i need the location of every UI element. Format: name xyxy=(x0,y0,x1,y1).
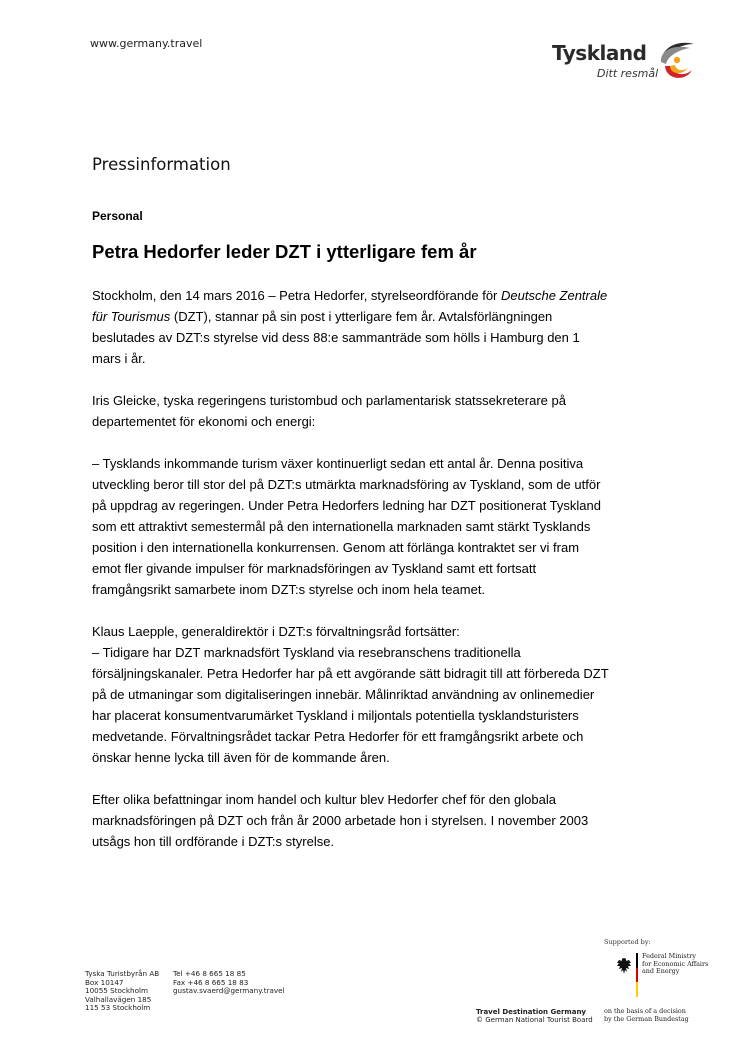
fax-number: Fax +46 8 665 18 83 xyxy=(173,977,249,987)
logo-name: Tyskland xyxy=(552,41,647,65)
footer-tdg: Travel Destination Germany © German National Tourist Board xyxy=(476,1008,593,1024)
text-line: – Tidigare har DZT marknadsfört Tyskland via resebranschens traditionella xyxy=(92,645,521,660)
text-line: önskar henne lycka till även för de kommande åren. xyxy=(92,750,390,765)
german-flag-stripe xyxy=(636,953,638,997)
text-line: som ett attraktivt semestermål på den internationella marknaden samt stärkt Tysklands xyxy=(92,519,591,534)
text-line: Klaus Laepple, generaldirektör i DZT:s förvaltningsråd fortsätter: xyxy=(92,624,460,639)
article-body xyxy=(92,285,662,852)
federal-eagle-icon xyxy=(616,957,632,975)
paragraph-bio xyxy=(92,789,662,852)
doc-type-heading: Pressinformation xyxy=(92,155,231,174)
footer-address: Tyska Turistbyrån AB Box 10147 10055 Stockholm Valhallavägen 185 115 53 Stockholm xyxy=(85,969,160,1013)
text-line: på de utmaningar som digitaliseringen innebär. Målinriktad användning av onlinemedier xyxy=(92,687,595,702)
supported-by-label: Supported by: xyxy=(604,938,651,946)
text-line: emot fler givande impulser för marknadsföringen av Tyskland samt ett fortsatt xyxy=(92,561,537,576)
text-line: på uppdrag av regeringen. Under Petra Hedorfers ledning har DZT positionerat Tyskland xyxy=(92,498,601,513)
footer-contact xyxy=(173,970,285,996)
ministry-name: Federal Ministry for Economic Affairs and Energy xyxy=(642,952,709,975)
section-label: Personal xyxy=(92,209,143,223)
text-line: Stockholm, den 14 mars 2016 – Petra Hedorfer, styrelseordförande för Deutsche Zentrale xyxy=(92,288,608,303)
text-line: marknadsföringen på DZT och från år 2000 arbetade hon i styrelsen. I november 2003 xyxy=(92,813,589,828)
bird-logo-icon xyxy=(652,36,696,84)
text-line: Efter olika befattningar inom handel och kultur blev Hedorfer chef för den globala xyxy=(92,792,556,807)
paragraph-intro xyxy=(92,285,662,369)
paragraph-quote-2 xyxy=(92,621,662,768)
text-line: har placerat konsumentvarumärket Tyskland i miljontals potentiella tysklandsturisters xyxy=(92,708,579,723)
headline: Petra Hedorfer leder DZT i ytterligare fem år xyxy=(92,241,477,262)
bundestag-basis: on the basis of a decision by the German Bundestag xyxy=(604,1007,689,1023)
text-line: Iris Gleicke, tyska regeringens turistombud och parlamentarisk statssekreterare på xyxy=(92,393,566,408)
text-line: framgångsrikt samarbete inom DZT:s styrelse och inom hela teamet. xyxy=(92,582,486,597)
text-line: – Tysklands inkommande turism växer kontinuerligt sedan ett antal år. Denna positiva xyxy=(92,456,584,471)
tyskland-logo xyxy=(552,37,662,87)
email-address: gustav.svaerd@germany.travel xyxy=(173,986,285,996)
text-line: departementet för ekonomi och energi: xyxy=(92,414,316,429)
website-url: www.germany.travel xyxy=(90,37,203,50)
text-line: beslutades av DZT:s styrelse vid dess 88:e sammanträde som hölls i Hamburg den 1 xyxy=(92,330,580,345)
logo-tagline: Ditt resmål xyxy=(597,67,659,80)
text-line: medvetande. Förvaltningsrådet tackar Petra Hedorfer för ett framgångsrikt arbete och xyxy=(92,729,584,744)
text-line: für Tourismus (DZT), stannar på sin post i ytterligare fem år. Avtalsförlängningen xyxy=(92,309,553,324)
paragraph-quote-intro-1 xyxy=(92,390,662,432)
text-line: position i den internationella konkurrensen. Genom att förlänga kontraktet ser vi fram xyxy=(92,540,580,555)
org-name-part: für Tourismus xyxy=(92,309,171,324)
paragraph-quote-1 xyxy=(92,453,662,600)
org-name-part: Deutsche Zentrale xyxy=(501,288,608,303)
text-line: utveckling beror till stor del på DZT:s utmärkta marknadsföring av Tyskland, som de utför xyxy=(92,477,601,492)
text-line: utsågs hon till ordförande i DZT:s styrelse. xyxy=(92,834,335,849)
text-line: mars i år. xyxy=(92,351,146,366)
phone-number: Tel +46 8 665 18 85 xyxy=(173,969,246,978)
text-line: försäljningskanaler. Petra Hedorfer har på ett avgörande sätt bidragit till att förbereda DZT xyxy=(92,666,609,681)
